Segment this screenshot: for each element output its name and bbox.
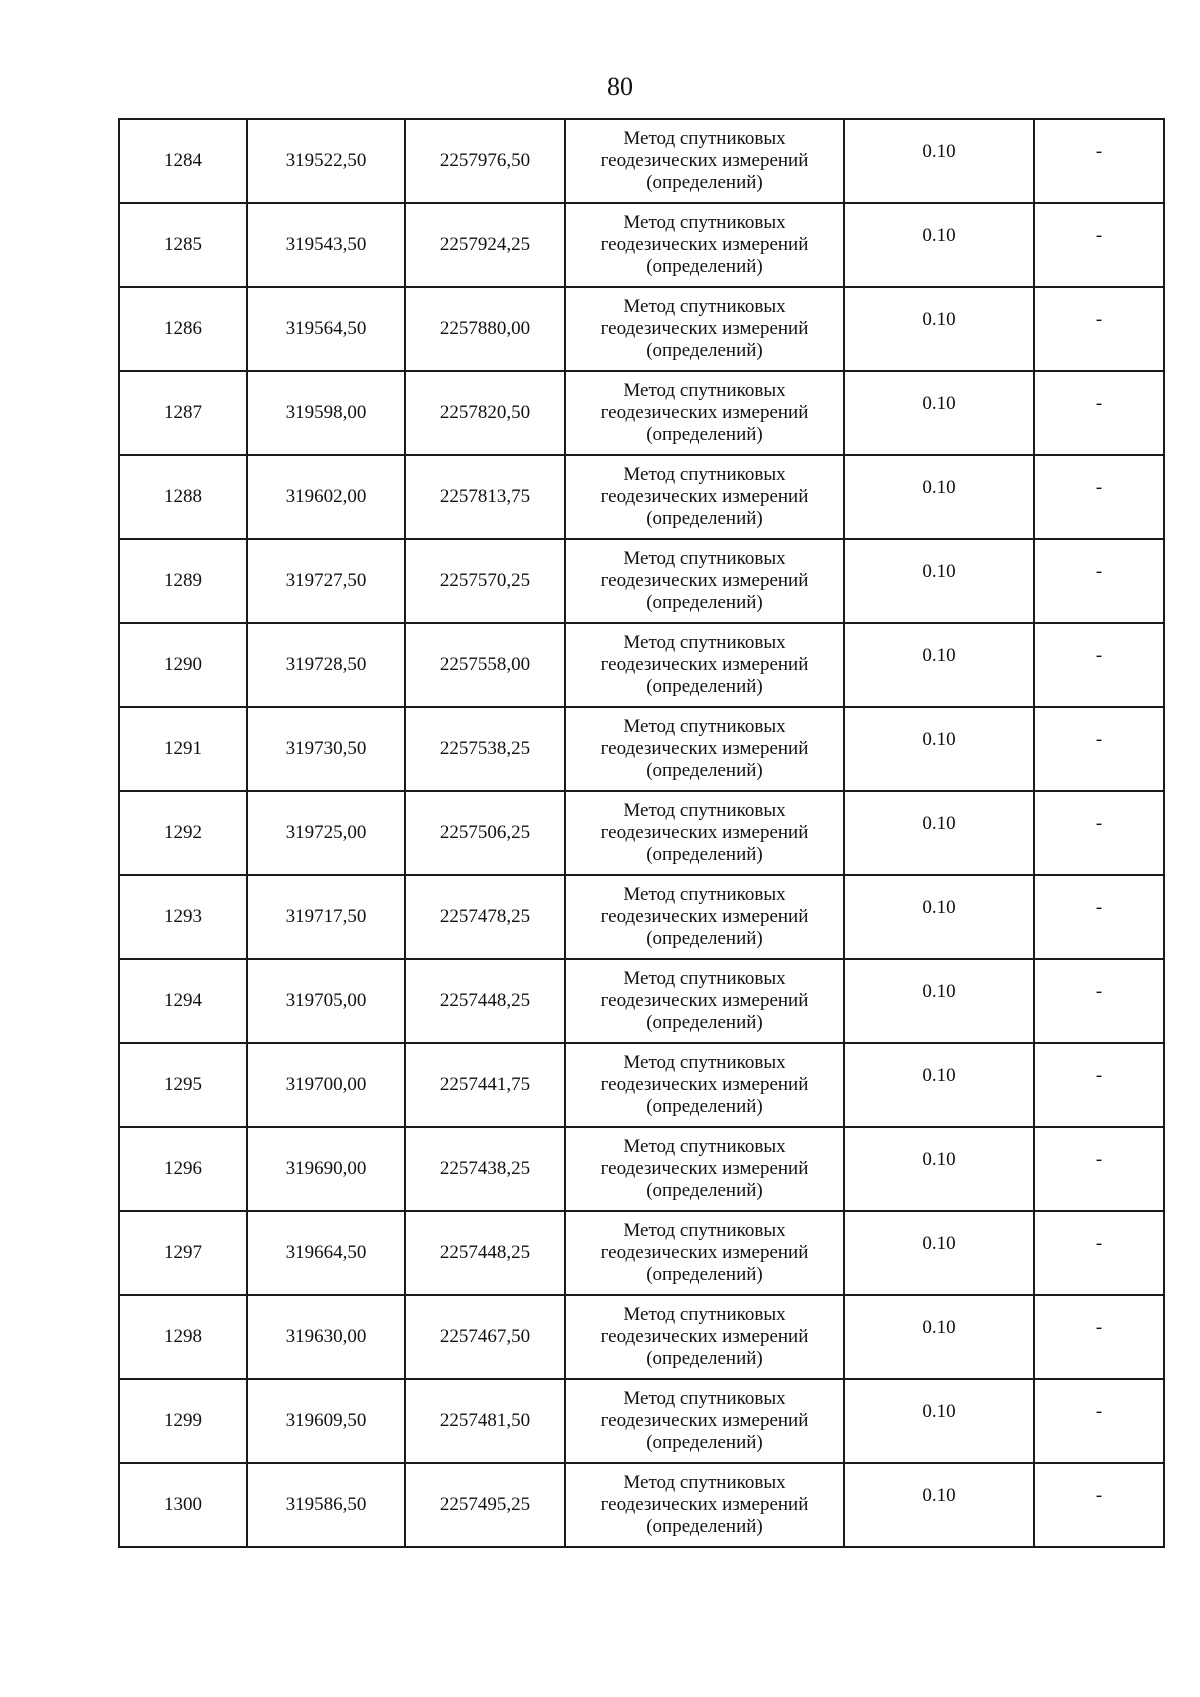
method-text-line: Метод спутниковых — [623, 968, 786, 989]
table-row — [119, 119, 1164, 203]
x-coordinate-cell — [247, 1379, 405, 1463]
accuracy-cell-text: 0.10 — [922, 309, 956, 330]
method-text-line: геодезических измерений — [600, 990, 809, 1011]
x-coordinate-cell-text: 319598,00 — [285, 402, 367, 423]
method-text-line: геодезических измерений — [600, 822, 809, 843]
point-number-cell — [119, 1379, 247, 1463]
x-coordinate-cell-text: 319705,00 — [285, 990, 367, 1011]
point-number-cell-text: 1292 — [164, 822, 202, 843]
accuracy-cell — [844, 371, 1034, 455]
method-text-line: (определений) — [646, 928, 763, 949]
y-coordinate-cell — [405, 959, 565, 1043]
table-row — [119, 1211, 1164, 1295]
point-number-cell-text: 1287 — [164, 402, 202, 423]
accuracy-cell — [844, 287, 1034, 371]
extra-cell — [1034, 1043, 1164, 1127]
extra-cell-text: - — [1095, 393, 1103, 414]
method-text-line: Метод спутниковых — [623, 1304, 786, 1325]
y-coordinate-cell-text: 2257441,75 — [439, 1074, 531, 1095]
x-coordinate-cell-text: 319690,00 — [285, 1158, 367, 1179]
extra-cell-text: - — [1095, 981, 1103, 1002]
table-row — [119, 203, 1164, 287]
accuracy-cell-text: 0.10 — [922, 897, 956, 918]
method-cell — [565, 371, 844, 455]
y-coordinate-cell — [405, 1127, 565, 1211]
y-coordinate-cell-text: 2257820,50 — [439, 402, 531, 423]
point-number-cell-text: 1285 — [164, 234, 202, 255]
method-cell — [565, 875, 844, 959]
extra-cell — [1034, 1211, 1164, 1295]
method-text-line: Метод спутниковых — [623, 548, 786, 569]
point-number-cell-text: 1284 — [164, 150, 202, 171]
extra-cell — [1034, 707, 1164, 791]
x-coordinate-cell-text: 319522,50 — [285, 150, 367, 171]
accuracy-cell — [844, 875, 1034, 959]
extra-cell — [1034, 119, 1164, 203]
point-number-cell — [119, 455, 247, 539]
method-text-line: Метод спутниковых — [623, 380, 786, 401]
accuracy-cell — [844, 959, 1034, 1043]
accuracy-cell — [844, 791, 1034, 875]
extra-cell — [1034, 1127, 1164, 1211]
table-row — [119, 539, 1164, 623]
method-text-line: (определений) — [646, 424, 763, 445]
extra-cell-text: - — [1095, 141, 1103, 162]
point-number-cell — [119, 959, 247, 1043]
method-text-line: геодезических измерений — [600, 402, 809, 423]
table-row — [119, 1295, 1164, 1379]
method-text-line: Метод спутниковых — [623, 884, 786, 905]
x-coordinate-cell — [247, 203, 405, 287]
y-coordinate-cell — [405, 203, 565, 287]
x-coordinate-cell — [247, 455, 405, 539]
table-row — [119, 455, 1164, 539]
x-coordinate-cell — [247, 791, 405, 875]
x-coordinate-cell — [247, 119, 405, 203]
method-cell — [565, 1043, 844, 1127]
x-coordinate-cell-text: 319725,00 — [285, 822, 367, 843]
method-text-line: геодезических измерений — [600, 738, 809, 759]
y-coordinate-cell — [405, 791, 565, 875]
x-coordinate-cell-text: 319727,50 — [285, 570, 367, 591]
y-coordinate-cell — [405, 287, 565, 371]
x-coordinate-cell-text: 319564,50 — [285, 318, 367, 339]
method-text-line: геодезических измерений — [600, 318, 809, 339]
y-coordinate-cell — [405, 455, 565, 539]
method-text-line: Метод спутниковых — [623, 716, 786, 737]
x-coordinate-cell-text: 319730,50 — [285, 738, 367, 759]
point-number-cell — [119, 203, 247, 287]
method-cell — [565, 203, 844, 287]
method-text-line: (определений) — [646, 256, 763, 277]
x-coordinate-cell-text: 319664,50 — [285, 1242, 367, 1263]
point-number-cell — [119, 875, 247, 959]
table-row — [119, 287, 1164, 371]
extra-cell — [1034, 623, 1164, 707]
y-coordinate-cell-text: 2257976,50 — [439, 150, 531, 171]
y-coordinate-cell-text: 2257481,50 — [439, 1410, 531, 1431]
point-number-cell — [119, 371, 247, 455]
extra-cell-text: - — [1095, 1317, 1103, 1338]
method-text-line: геодезических измерений — [600, 1074, 809, 1095]
y-coordinate-cell-text: 2257813,75 — [439, 486, 531, 507]
point-number-cell — [119, 623, 247, 707]
accuracy-cell-text: 0.10 — [922, 477, 956, 498]
extra-cell-text: - — [1095, 225, 1103, 246]
y-coordinate-cell — [405, 1463, 565, 1547]
accuracy-cell-text: 0.10 — [922, 225, 956, 246]
accuracy-cell — [844, 623, 1034, 707]
y-coordinate-cell — [405, 875, 565, 959]
extra-cell — [1034, 1295, 1164, 1379]
method-cell — [565, 1379, 844, 1463]
method-cell — [565, 1463, 844, 1547]
extra-cell-text: - — [1095, 813, 1103, 834]
method-text-line: геодезических измерений — [600, 1158, 809, 1179]
point-number-cell — [119, 791, 247, 875]
method-text-line: (определений) — [646, 844, 763, 865]
y-coordinate-cell-text: 2257448,25 — [439, 1242, 531, 1263]
point-number-cell — [119, 119, 247, 203]
point-number-cell-text: 1288 — [164, 486, 202, 507]
point-number-cell-text: 1293 — [164, 906, 202, 927]
y-coordinate-cell — [405, 1043, 565, 1127]
page-number: 80 — [607, 72, 633, 101]
y-coordinate-cell-text: 2257506,25 — [439, 822, 531, 843]
accuracy-cell-text: 0.10 — [922, 393, 956, 414]
method-text-line: Метод спутниковых — [623, 1220, 786, 1241]
method-text-line: Метод спутниковых — [623, 1388, 786, 1409]
method-text-line: (определений) — [646, 1348, 763, 1369]
method-text-line: геодезических измерений — [600, 570, 809, 591]
x-coordinate-cell-text: 319728,50 — [285, 654, 367, 675]
method-text-line: (определений) — [646, 1180, 763, 1201]
point-number-cell-text: 1299 — [164, 1410, 202, 1431]
x-coordinate-cell — [247, 1463, 405, 1547]
table-row — [119, 791, 1164, 875]
method-text-line: геодезических измерений — [600, 654, 809, 675]
accuracy-cell-text: 0.10 — [922, 1401, 956, 1422]
table-row — [119, 371, 1164, 455]
extra-cell-text: - — [1095, 477, 1103, 498]
method-text-line: (определений) — [646, 340, 763, 361]
method-text-line: Метод спутниковых — [623, 1136, 786, 1157]
method-cell — [565, 623, 844, 707]
point-number-cell-text: 1289 — [164, 570, 202, 591]
point-number-cell-text: 1290 — [164, 654, 202, 675]
extra-cell — [1034, 287, 1164, 371]
accuracy-cell — [844, 455, 1034, 539]
point-number-cell — [119, 1463, 247, 1547]
x-coordinate-cell — [247, 371, 405, 455]
method-cell — [565, 287, 844, 371]
y-coordinate-cell-text: 2257880,00 — [439, 318, 531, 339]
x-coordinate-cell — [247, 287, 405, 371]
extra-cell — [1034, 203, 1164, 287]
point-number-cell-text: 1291 — [164, 738, 202, 759]
accuracy-cell — [844, 539, 1034, 623]
accuracy-cell-text: 0.10 — [922, 1065, 956, 1086]
y-coordinate-cell-text: 2257924,25 — [439, 234, 531, 255]
y-coordinate-cell — [405, 623, 565, 707]
accuracy-cell-text: 0.10 — [922, 141, 956, 162]
extra-cell-text: - — [1095, 1485, 1103, 1506]
y-coordinate-cell-text: 2257478,25 — [439, 906, 531, 927]
accuracy-cell — [844, 707, 1034, 791]
extra-cell — [1034, 371, 1164, 455]
accuracy-cell-text: 0.10 — [922, 981, 956, 1002]
x-coordinate-cell — [247, 875, 405, 959]
point-number-cell-text: 1295 — [164, 1074, 202, 1095]
method-text-line: (определений) — [646, 1096, 763, 1117]
accuracy-cell-text: 0.10 — [922, 1233, 956, 1254]
point-number-cell — [119, 1127, 247, 1211]
y-coordinate-cell-text: 2257495,25 — [439, 1494, 531, 1515]
accuracy-cell — [844, 1295, 1034, 1379]
method-text-line: (определений) — [646, 1264, 763, 1285]
extra-cell-text: - — [1095, 561, 1103, 582]
y-coordinate-cell — [405, 1211, 565, 1295]
accuracy-cell-text: 0.10 — [922, 1485, 956, 1506]
method-text-line: (определений) — [646, 172, 763, 193]
x-coordinate-cell-text: 319609,50 — [285, 1410, 367, 1431]
point-number-cell-text: 1297 — [164, 1242, 202, 1263]
accuracy-cell-text: 0.10 — [922, 729, 956, 750]
table-row — [119, 875, 1164, 959]
point-number-cell-text: 1300 — [164, 1494, 202, 1515]
method-cell — [565, 1211, 844, 1295]
point-number-cell — [119, 1043, 247, 1127]
y-coordinate-cell-text: 2257570,25 — [439, 570, 531, 591]
method-text-line: Метод спутниковых — [623, 1472, 786, 1493]
method-text-line: геодезических измерений — [600, 906, 809, 927]
y-coordinate-cell — [405, 539, 565, 623]
method-cell — [565, 959, 844, 1043]
method-text-line: (определений) — [646, 760, 763, 781]
y-coordinate-cell — [405, 1379, 565, 1463]
method-text-line: Метод спутниковых — [623, 800, 786, 821]
extra-cell-text: - — [1095, 897, 1103, 918]
extra-cell-text: - — [1095, 1401, 1103, 1422]
extra-cell — [1034, 875, 1164, 959]
y-coordinate-cell — [405, 119, 565, 203]
y-coordinate-cell-text: 2257538,25 — [439, 738, 531, 759]
extra-cell — [1034, 1379, 1164, 1463]
extra-cell — [1034, 1463, 1164, 1547]
method-text-line: (определений) — [646, 1516, 763, 1537]
extra-cell-text: - — [1095, 645, 1103, 666]
coordinates-table-body — [119, 119, 1164, 1547]
method-text-line: (определений) — [646, 508, 763, 529]
coordinates-table — [118, 118, 1165, 1548]
x-coordinate-cell — [247, 959, 405, 1043]
extra-cell-text: - — [1095, 309, 1103, 330]
y-coordinate-cell-text: 2257448,25 — [439, 990, 531, 1011]
y-coordinate-cell-text: 2257438,25 — [439, 1158, 531, 1179]
x-coordinate-cell-text: 319602,00 — [285, 486, 367, 507]
x-coordinate-cell — [247, 539, 405, 623]
method-text-line: Метод спутниковых — [623, 1052, 786, 1073]
method-cell — [565, 539, 844, 623]
table-row — [119, 959, 1164, 1043]
method-cell — [565, 1127, 844, 1211]
accuracy-cell-text: 0.10 — [922, 1149, 956, 1170]
method-text-line: (определений) — [646, 1012, 763, 1033]
table-row — [119, 1463, 1164, 1547]
x-coordinate-cell — [247, 707, 405, 791]
point-number-cell — [119, 707, 247, 791]
method-text-line: геодезических измерений — [600, 150, 809, 171]
point-number-cell-text: 1286 — [164, 318, 202, 339]
extra-cell-text: - — [1095, 1149, 1103, 1170]
method-text-line: геодезических измерений — [600, 234, 809, 255]
method-text-line: (определений) — [646, 676, 763, 697]
method-text-line: геодезических измерений — [600, 486, 809, 507]
x-coordinate-cell-text: 319630,00 — [285, 1326, 367, 1347]
extra-cell-text: - — [1095, 729, 1103, 750]
point-number-cell — [119, 287, 247, 371]
method-text-line: Метод спутниковых — [623, 464, 786, 485]
extra-cell-text: - — [1095, 1233, 1103, 1254]
y-coordinate-cell-text: 2257467,50 — [439, 1326, 531, 1347]
x-coordinate-cell — [247, 623, 405, 707]
extra-cell — [1034, 539, 1164, 623]
method-cell — [565, 1295, 844, 1379]
extra-cell — [1034, 959, 1164, 1043]
x-coordinate-cell-text: 319586,50 — [285, 1494, 367, 1515]
method-text-line: Метод спутниковых — [623, 128, 786, 149]
y-coordinate-cell-text: 2257558,00 — [439, 654, 531, 675]
extra-cell — [1034, 791, 1164, 875]
method-text-line: (определений) — [646, 1432, 763, 1453]
accuracy-cell — [844, 119, 1034, 203]
accuracy-cell — [844, 1043, 1034, 1127]
table-row — [119, 1043, 1164, 1127]
point-number-cell-text: 1296 — [164, 1158, 202, 1179]
method-text-line: геодезических измерений — [600, 1326, 809, 1347]
x-coordinate-cell-text: 319543,50 — [285, 234, 367, 255]
accuracy-cell — [844, 203, 1034, 287]
method-text-line: Метод спутниковых — [623, 296, 786, 317]
extra-cell — [1034, 455, 1164, 539]
extra-cell-text: - — [1095, 1065, 1103, 1086]
x-coordinate-cell-text: 319700,00 — [285, 1074, 367, 1095]
method-text-line: Метод спутниковых — [623, 632, 786, 653]
point-number-cell — [119, 1211, 247, 1295]
method-cell — [565, 119, 844, 203]
point-number-cell-text: 1294 — [164, 990, 202, 1011]
accuracy-cell-text: 0.10 — [922, 561, 956, 582]
x-coordinate-cell — [247, 1127, 405, 1211]
table-row — [119, 1379, 1164, 1463]
method-text-line: геодезических измерений — [600, 1494, 809, 1515]
accuracy-cell-text: 0.10 — [922, 1317, 956, 1338]
table-row — [119, 623, 1164, 707]
method-cell — [565, 791, 844, 875]
method-cell — [565, 455, 844, 539]
x-coordinate-cell — [247, 1211, 405, 1295]
table-row — [119, 707, 1164, 791]
method-text-line: геодезических измерений — [600, 1410, 809, 1431]
method-text-line: геодезических измерений — [600, 1242, 809, 1263]
table-row — [119, 1127, 1164, 1211]
x-coordinate-cell — [247, 1295, 405, 1379]
y-coordinate-cell — [405, 1295, 565, 1379]
point-number-cell — [119, 1295, 247, 1379]
accuracy-cell-text: 0.10 — [922, 813, 956, 834]
accuracy-cell — [844, 1211, 1034, 1295]
accuracy-cell — [844, 1127, 1034, 1211]
method-text-line: Метод спутниковых — [623, 212, 786, 233]
method-text-line: (определений) — [646, 592, 763, 613]
accuracy-cell-text: 0.10 — [922, 645, 956, 666]
point-number-cell — [119, 539, 247, 623]
x-coordinate-cell — [247, 1043, 405, 1127]
point-number-cell-text: 1298 — [164, 1326, 202, 1347]
x-coordinate-cell-text: 319717,50 — [285, 906, 367, 927]
y-coordinate-cell — [405, 707, 565, 791]
accuracy-cell — [844, 1379, 1034, 1463]
accuracy-cell — [844, 1463, 1034, 1547]
y-coordinate-cell — [405, 371, 565, 455]
method-cell — [565, 707, 844, 791]
